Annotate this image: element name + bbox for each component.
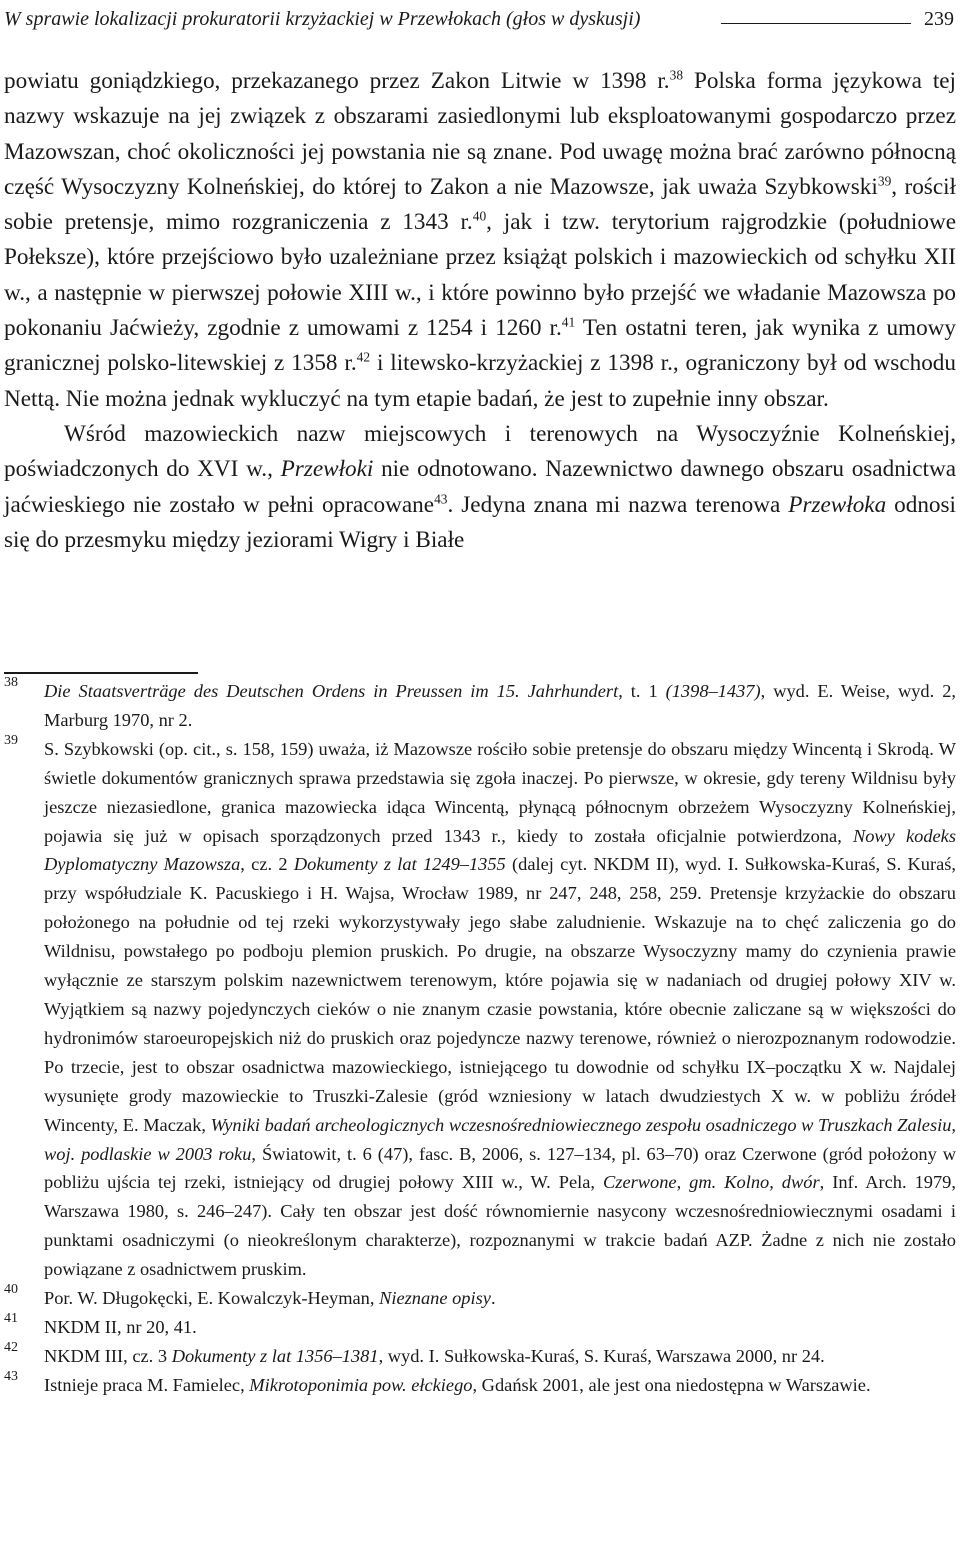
text-run: NKDM II, nr 20, 41. [44,1316,197,1337]
footnotes [4,677,956,1400]
footnote-number: 38 [4,675,18,690]
footnote-42 [4,1339,956,1371]
footnote-ref-40: 40 [472,208,487,224]
page-number: 239 [924,8,954,30]
header-rule [721,23,911,24]
text-run: powiatu goniądzkiego, przekazanego przez Zakon Litwie w 1398 r. [4,68,670,94]
text-run: i litewsko-krzyżackiej z 1398 r., ograniczony był od wschodu Nettą. Nie można jednak wykluczyć na tym etapie badań, że jest to zupełnie inny obszar. [4,350,956,412]
text-run: Wśród mazowieckich nazw miejscowych i terenowych na Wysoczyźnie Kolneńskiej, poświadczonych do XVI w., [4,420,956,483]
paragraph-2 [4,417,956,558]
footnote-separator [4,672,198,674]
footnote-41 [4,1310,956,1342]
text-run: Por. W. Długokęcki, E. Kowalczyk-Heyman, [44,1288,380,1309]
text-run: , jak i tzw. terytorium rajgrodzkie (południowe Połeksze), które przejściowo było uzależniane przez książąt polskich i mazowieckich od schyłku XII w., a następnie w pierwszej połowie XIII w., i które powinno było przejść we władanie Mazowsza po pokonaniu Jaćwieży, zgodnie z umowami z 1254 i 1260 r. [4,209,956,342]
footnote-ref-43: 43 [434,491,448,507]
text-run: nie odnotowano. Nazewnictwo dawnego obszaru osadnictwa jaćwieskiego nie zostało w pełni opracowane [4,456,956,518]
footnote-text [44,677,956,735]
text-run: Ten ostatni teren, jak wynika z umowy granicznej polsko-litewskiej z 1358 r. [4,315,957,377]
paragraph-1 [4,64,956,417]
text-run: , Inf. Arch. 1979, Warszawa 1980, s. 246–247). Cały ten obszar jest dość równomiernie nasycony wczesnośredniowiecznymi osadami i punktami osadniczymi (o nieokreślonym charakterze), rozpoznanymi w trakcie badań AZP. Żadne z nich nie zostało powiązane z osadnictwem pruskim. [44,1172,956,1280]
text-run: , wyd. I. Sułkowska-Kuraś, S. Kuraś, Warszawa 2000, nr 24. [378,1345,825,1366]
footnote-38 [4,677,956,735]
footnote-text [44,1313,956,1342]
italic-title: Dokumenty z lat 1249–1355 [293,854,506,875]
text-run: Polska forma językowa tej nazwy wskazuje na jej związek z obszarami zasiedlonymi lub eksploatowanymi gospodarczo przez Mazowszan, choć okoliczności jej powstania nie są znane. Pod uwagę można brać zarówno północną część Wysoczyzny Kolneńskiej, do której to Zakon a nie Mazowsze, jak uważa Szybkowski [4,68,956,200]
footnote-ref-38: 38 [669,67,684,83]
italic-title: Nowy kodeks Dyplomatyczny Mazowsza [44,825,956,875]
italic-term: Przewłoki [280,456,374,483]
text-run: . [490,1288,496,1309]
footnote-ref-42: 42 [356,350,371,366]
footnote-text [44,1284,956,1313]
text-run: , t. 1 [618,681,666,701]
italic-term: Przewłoka [788,491,887,518]
footnote-text [44,1371,956,1400]
footnote-39 [4,732,957,1284]
text-run: Istnieje praca M. Famielec, [44,1374,250,1395]
footnote-number: 40 [4,1282,18,1298]
italic-title: Czerwone, gm. Kolno, dwór [603,1172,820,1193]
footnote-ref-41: 41 [561,314,576,330]
text-run: S. Szybkowski (op. cit., s. 158, 159) uważa, iż Mazowsze rościło sobie pretensje do obszaru między Wincentą i Skrodą. W świetle dokumentów granicznych sprawa przedstawia się zgoła inaczej. Po pierwsze, w okresie, gdy tereny Wildnisu były jeszcze niezasiedlone, granica mazowiecka idąca Wincentą, płynącą północnym obrzeżem Wysoczyzny Kolneńskiej, pojawia się już w opisach sporządzonych przed 1343 r., kiedy to została oficjalnie potwierdzona, [44,738,956,846]
text-run: , Światowit, t. 6 (47), fasc. B, 2006, s. 127–134, pl. 63–70) oraz Czerwone (gród położony w pobliżu ujścia tej rzeki, istniejący od drugiej połowy XIII w., W. Pela, [44,1143,956,1193]
text-run: , Gdańsk 2001, ale jest ona niedostępna w Warszawie. [472,1374,871,1395]
footnote-number: 42 [4,1339,18,1355]
main-text [4,64,956,558]
footnote-43 [4,1368,956,1400]
text-run: , rościł sobie pretensje, mimo rozgraniczenia z 1343 r. [4,173,956,236]
footnote-number: 43 [4,1368,18,1384]
footnote-text [44,735,956,1284]
text-run: odnosi się do przesmyku między jeziorami Wigry i Białe [4,491,956,553]
text-run: , cz. 2 [240,854,294,875]
text-run: (dalej cyt. NKDM II), wyd. I. Sułkowska-Kuraś, S. Kuraś, przy współudziale K. Pacuskiego i H. Wajsa, Wrocław 1989, nr 247, 248, 258, 259. Pretensje krzyżackie do obszaru położonego na południe od tej rzeki wykorzystywały jego słabe zaludnienie. Wskazuje na to chęć zaliczenia go do Wildnisu, powstałego po podboju plemion pruskich. Po drugie, na obszarze Wysoczyzny mamy do czynienia prawie wyłącznie ze starszym polskim nazewnictwem terenowym, które pojawia się w nadaniach od drugiej połowy XIV w. Wyjątkiem są nazwy pojedynczych cieków o nie znanym czasie powstania, które obecnie zaliczane są w większości do hydronimów staroeuropejskich niż do pruskich oraz pojedyncze nazwy terenowe, również o nierozpoznanym rodowodzie. Po trzecie, jest to obszar osadnictwa mazowieckiego, istniejącego tu dowodnie od schyłku IX–początku X w. Najdalej wysunięte grody mazowieckie to Truszki-Zalesie (gród wzniesiony w latach dwudziestych X w. w pobliżu źródeł Wincenty, E. Maczak, [44,854,957,1135]
italic-title: Dokumenty z lat 1356–1381 [171,1345,379,1366]
footnote-number: 39 [4,732,18,748]
italic-title: Die Staatsverträge des Deutschen Ordens in Preussen im 15. Jahrhundert [44,681,619,701]
text-run: . Jedyna znana mi nazwa terenowa [447,491,789,518]
italic-title: Mikrotoponimia pow. ełckiego [249,1374,473,1395]
running-head: W sprawie lokalizacji prokuratorii krzyżackiej w Przewłokach (głos w dyskusji) [4,8,641,30]
footnote-number: 41 [4,1310,18,1326]
page-header [4,2,954,36]
footnote-40 [4,1284,956,1313]
italic-title: (1398–1437) [665,681,761,701]
text-run: NKDM III, cz. 3 [44,1345,172,1366]
text-run: , wyd. E. Weise, wyd. 2, Marburg 1970, nr 2. [44,681,956,730]
footnote-text [44,1342,956,1371]
footnote-ref-39: 39 [877,173,892,189]
italic-title: Wyniki badań archeologicznych wczesnośredniowiecznego zespołu osadniczego w Truszkach Zalesiu, woj. podlaskie w 2003 roku [44,1114,956,1164]
italic-title: Nieznane opisy [379,1288,491,1309]
